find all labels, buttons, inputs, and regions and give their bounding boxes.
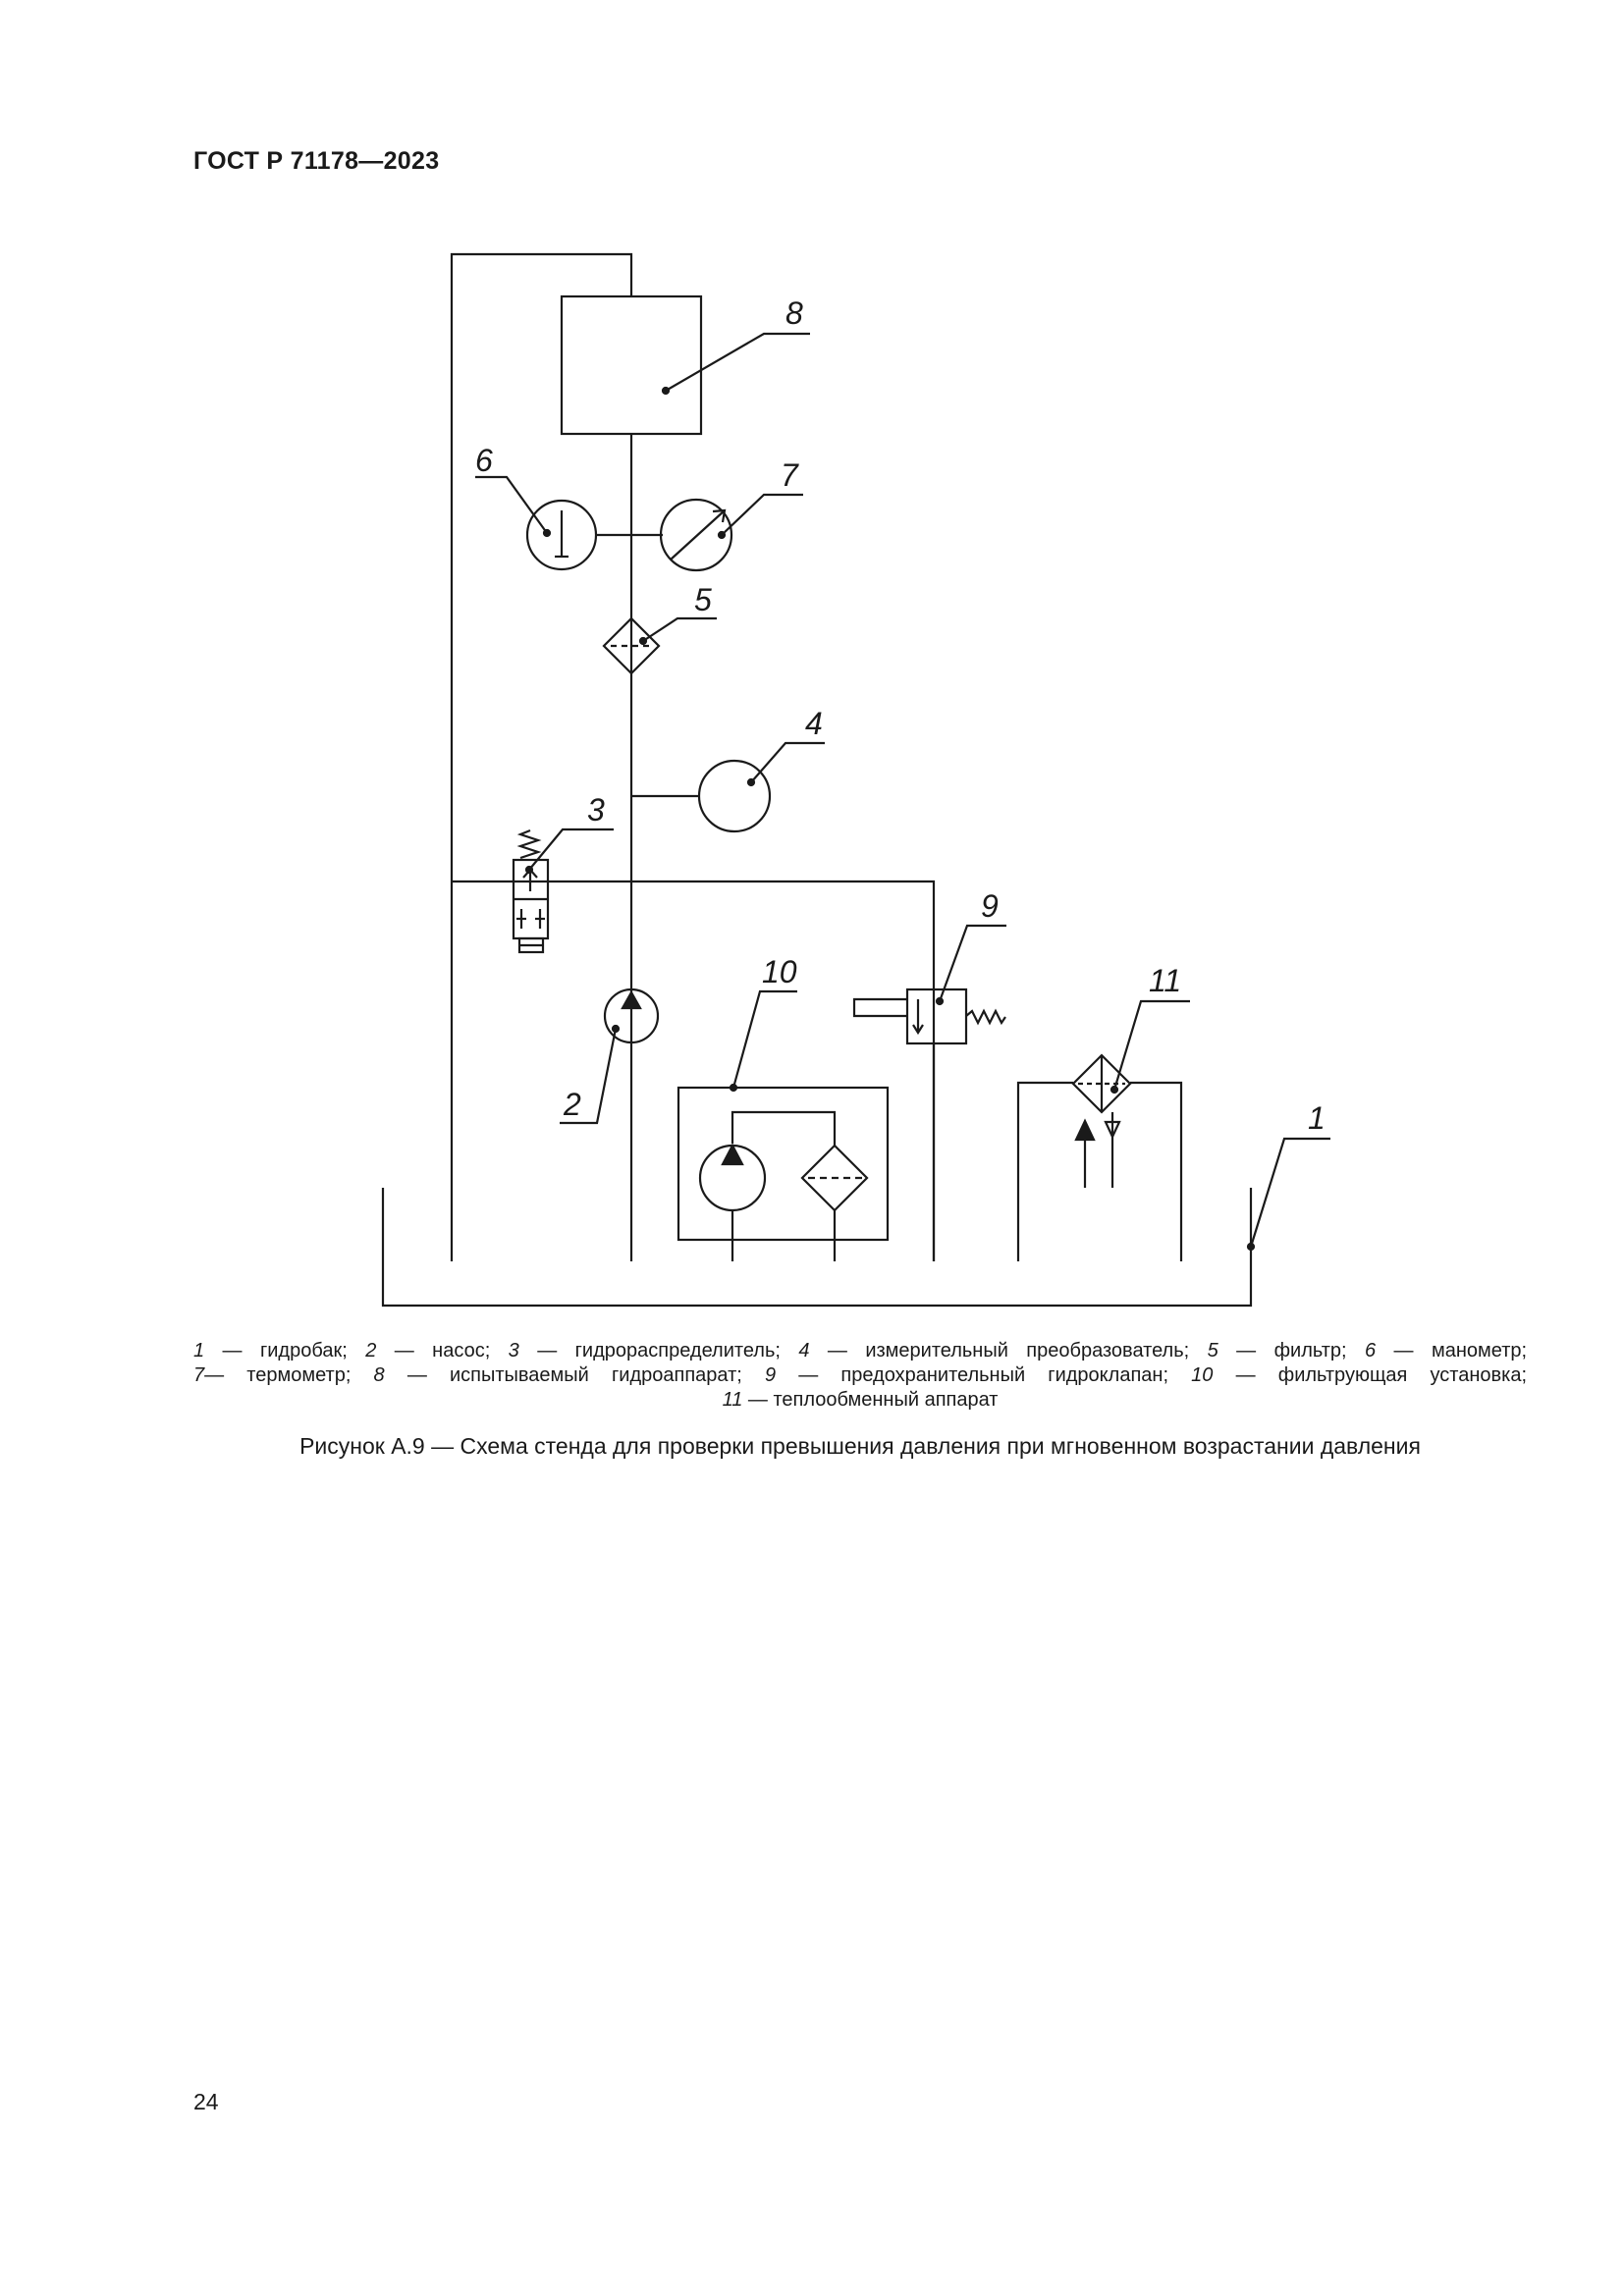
figure-legend xyxy=(193,1339,1527,1413)
callout-9: 9 xyxy=(981,888,999,924)
page-number: 24 xyxy=(193,2089,219,2114)
document-header: ГОСТ Р 71178—2023 xyxy=(193,147,440,175)
transducer-symbol xyxy=(699,761,770,831)
callout-6: 6 xyxy=(475,443,493,478)
callout-8: 8 xyxy=(785,295,803,331)
legend-line-3: 11 — теплообменный аппарат xyxy=(722,1389,999,1411)
manometer-symbol xyxy=(527,501,596,569)
callout-5: 5 xyxy=(694,582,712,617)
thermometer-symbol xyxy=(661,500,731,570)
tested-device-symbol xyxy=(562,296,701,434)
callout-labels xyxy=(475,295,1326,1136)
legend-line-2: 7— термометр; 8 — испытываемый гидроаппарат; 9 — предохранительный гидроклапан; 10 — фильтрующая установка; xyxy=(193,1364,1528,1386)
callout-10: 10 xyxy=(762,954,797,989)
relief-valve-symbol xyxy=(907,989,1005,1043)
callout-1: 1 xyxy=(1308,1100,1326,1136)
figure-caption: Рисунок А.9 — Схема стенда для проверки превышения давления при мгновенном возрастании давления xyxy=(299,1433,1421,1459)
callout-7: 7 xyxy=(781,457,798,493)
heat-exchanger-symbol xyxy=(1073,1055,1130,1188)
directional-valve-symbol xyxy=(514,830,548,952)
legend-line-1: 1 — гидробак; 2 — насос; 3 — гидрораспределитель; 4 — измерительный преобразователь; 5 — фильтр; 6 — манометр; xyxy=(193,1340,1528,1362)
filtration-unit-symbol xyxy=(678,1085,888,1240)
tank-symbol xyxy=(383,1188,1251,1306)
callout-3: 3 xyxy=(587,792,605,828)
callout-11: 11 xyxy=(1149,963,1182,998)
callout-2: 2 xyxy=(564,1087,581,1122)
callout-4: 4 xyxy=(805,706,823,741)
